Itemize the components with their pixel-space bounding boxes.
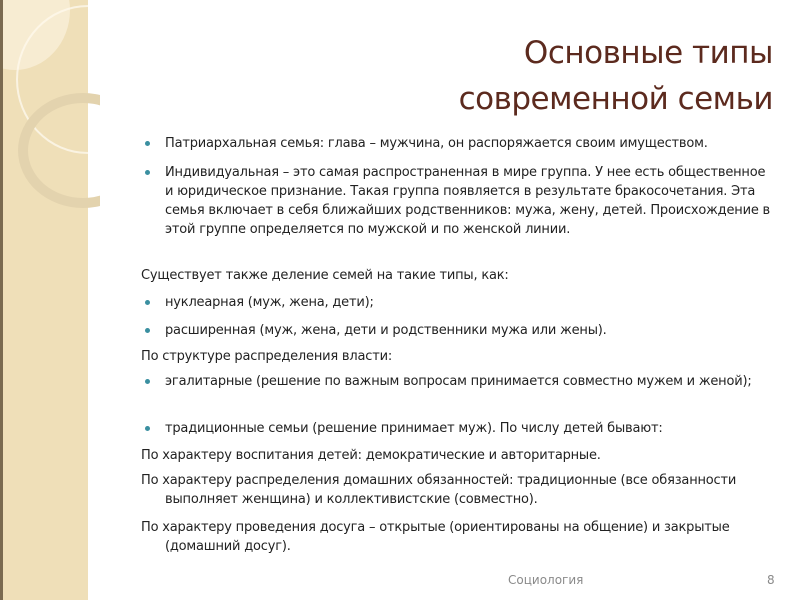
bullet-icon	[145, 141, 150, 146]
paragraph-text: эгалитарные (решение по важным вопросам принимается совместно мужем и женой);	[165, 374, 752, 389]
paragraph-text: расширенная (муж, жена, дети и родственники мужа или жены).	[165, 323, 607, 338]
title-line: Основные типы	[523, 35, 773, 71]
decorative-ring	[18, 93, 148, 208]
page-number: 8	[767, 573, 775, 587]
title-line: современной семьи	[458, 81, 773, 117]
paragraph-text: Существует также деление семей на такие типы, как:	[141, 268, 509, 283]
paragraph-text: По характеру распределения домашних обязанностей: традиционные (все обязанности выполняет женщина) и коллективистские (совместно).	[141, 473, 737, 507]
bullet-icon	[145, 300, 150, 305]
panel-edge	[0, 0, 3, 600]
paragraph-text: традиционные семьи (решение принимает муж). По числу детей бывают:	[165, 421, 663, 436]
paragraph	[141, 446, 795, 465]
bullet-item	[165, 293, 771, 312]
paragraph-text: нуклеарная (муж, жена, дети);	[165, 295, 374, 310]
paragraph-text: По структуре распределения власти:	[141, 349, 393, 364]
bullet-item	[165, 419, 771, 438]
bullet-item	[165, 321, 771, 340]
paragraph	[141, 471, 795, 509]
paragraph-text: Патриархальная семья: глава – мужчина, он распоряжается своим имуществом.	[165, 136, 708, 151]
bullet-icon	[145, 170, 150, 175]
bullet-item	[165, 163, 771, 239]
paragraph-text: Индивидуальная – это самая распространенная в мире группа. У нее есть общественное и юридическое признание. Такая группа появляется в результате бракосочетания. Эта семья включает в себя ближайших родственников: мужа, жену, детей. Происхождение в этой группе определяется по мужской и по женской линии.	[165, 165, 771, 237]
footer-subject: Социология	[508, 573, 584, 587]
bullet-icon	[145, 379, 150, 384]
slide-title	[459, 30, 773, 122]
paragraph-text: По характеру проведения досуга – открытые (ориентированы на общение) и закрытые (домашний досуг).	[141, 520, 730, 554]
bullet-item	[165, 134, 771, 153]
paragraph	[141, 518, 795, 556]
bullet-icon	[145, 328, 150, 333]
bullet-item	[165, 372, 771, 391]
decorative-side-panel	[0, 0, 88, 600]
paragraph	[141, 266, 795, 285]
bullet-icon	[145, 426, 150, 431]
paragraph	[141, 347, 795, 366]
paragraph-text: По характеру воспитания детей: демократические и авторитарные.	[141, 448, 601, 463]
